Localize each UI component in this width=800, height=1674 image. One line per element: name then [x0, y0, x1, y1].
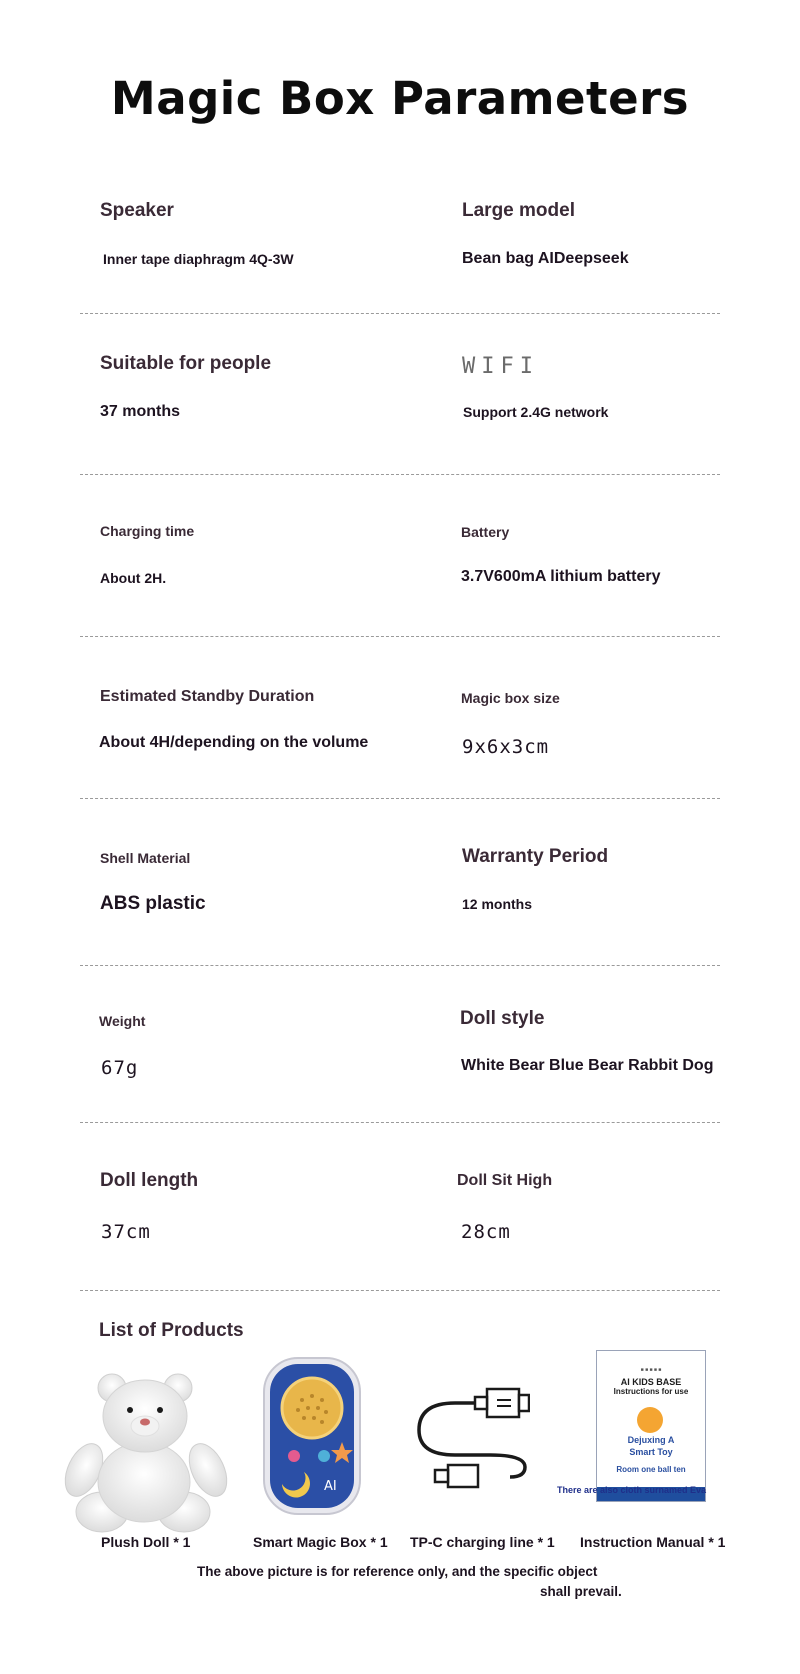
divider — [80, 474, 720, 475]
param-label-large-model: Large model — [462, 200, 575, 221]
param-label-speaker: Speaker — [100, 200, 174, 221]
caption-charging-line: TP-C charging line * 1 — [410, 1534, 555, 1550]
param-value-speaker: Inner tape diaphragm 4Q-3W — [103, 251, 294, 267]
manual-brand1: Dejuxing A — [627, 1435, 675, 1445]
param-value-suitable: 37 months — [100, 403, 181, 420]
manual-brand2: Smart Toy — [629, 1447, 673, 1457]
usb-cable-icon — [415, 1385, 530, 1490]
param-label-battery: Battery — [461, 524, 510, 540]
param-value-charging: About 2H. — [100, 570, 167, 586]
param-label-doll-length: Doll length — [100, 1170, 199, 1191]
param-label-charging: Charging time — [100, 523, 195, 539]
manual-line2: There are also cloth surnamed Eva — [557, 1485, 707, 1495]
products-title: List of Products — [99, 1320, 244, 1341]
magic-box-icon — [262, 1356, 362, 1516]
note-line2: shall prevail. — [540, 1584, 622, 1599]
param-value-battery: 3.7V600mA lithium battery — [461, 568, 661, 585]
param-value-wifi: Support 2.4G network — [463, 404, 609, 420]
param-label-standby: Estimated Standby Duration — [100, 688, 315, 705]
param-label-doll-style: Doll style — [460, 1008, 545, 1029]
param-label-weight: Weight — [99, 1013, 146, 1029]
param-value-doll-sit-high: 28cm — [461, 1221, 511, 1243]
param-value-large-model: Bean bag AIDeepseek — [462, 250, 629, 267]
param-label-suitable: Suitable for people — [100, 353, 272, 374]
param-value-doll-style: White Bear Blue Bear Rabbit Dog — [461, 1057, 714, 1074]
divider — [80, 1290, 720, 1291]
param-value-standby: About 4H/depending on the volume — [99, 734, 369, 751]
divider — [80, 1122, 720, 1123]
note-line1: The above picture is for reference only, and the specific object — [197, 1564, 598, 1579]
param-label-box-size: Magic box size — [461, 690, 560, 706]
caption-manual: Instruction Manual * 1 — [580, 1534, 726, 1550]
plush-bear-icon — [62, 1370, 230, 1535]
magic-box-label: AI — [324, 1479, 337, 1494]
manual-header: AI KIDS BASE — [620, 1377, 682, 1387]
page-title: Magic Box Parameters — [110, 72, 690, 125]
divider — [80, 636, 720, 637]
param-label-wifi: WIFI — [462, 354, 539, 379]
divider — [80, 965, 720, 966]
param-value-doll-length: 37cm — [101, 1221, 151, 1243]
caption-magic-box: Smart Magic Box * 1 — [253, 1534, 388, 1550]
manual-line1: Room one ball ten — [616, 1465, 686, 1474]
param-label-doll-sit-high: Doll Sit High — [457, 1172, 553, 1189]
param-value-shell: ABS plastic — [100, 893, 206, 914]
divider — [80, 798, 720, 799]
param-label-shell: Shell Material — [100, 850, 191, 866]
manual-icon: ■ ■ ■ ■ ■ AI KIDS BASE Instructions for use Dejuxing A Smart Toy Room one ball ten — [596, 1350, 706, 1502]
param-value-warranty: 12 months — [462, 896, 533, 912]
param-label-warranty: Warranty Period — [462, 846, 609, 867]
manual-logo-icon — [637, 1407, 663, 1433]
divider — [80, 313, 720, 314]
caption-plush-doll: Plush Doll * 1 — [101, 1534, 191, 1550]
manual-subheader: Instructions for use — [613, 1387, 689, 1396]
param-value-box-size: 9x6x3cm — [462, 736, 550, 758]
param-value-weight: 67g — [101, 1057, 139, 1079]
